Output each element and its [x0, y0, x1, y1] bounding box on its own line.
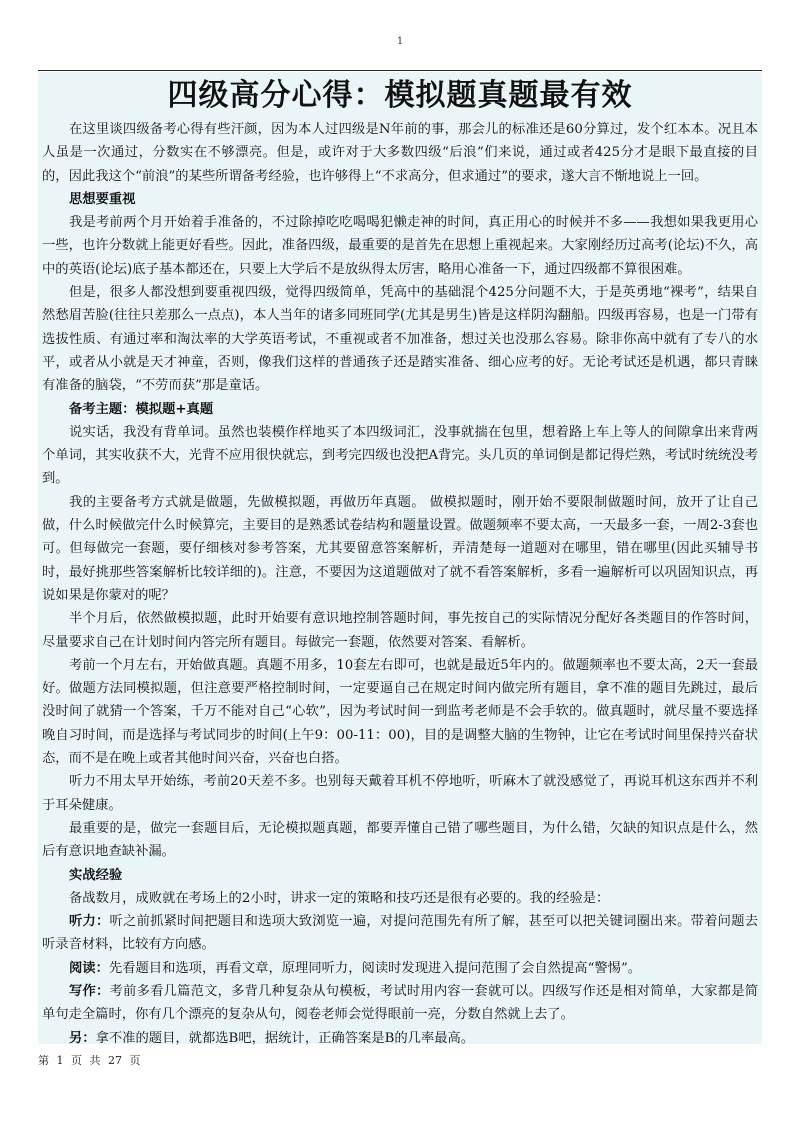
tip-other	[42, 1027, 758, 1050]
footer-total-pages: 27	[108, 1054, 122, 1067]
paragraph: 但是，很多人都没想到要重视四级，觉得四级简单，凭高中的基础混个425分问题不大，于是英勇地“裸考”，结果自然愁眉苦脸(往往只差那么一点点)，本人当年的诸多同班同学(尤其是男生)皆是这样阴沟翻船。四级再容易，也是一门带有选拔性质、有通过率和淘汰率的大学英语考试，不重视或者不加准备，想过关也没那么容易。除非你高中就有了专八的水平，或者从小就是天才神童，否则，像我们这样的普通孩子还是踏实准备、细心应考的好。无论考试还是机遇，都只青睐有准备的脑袋，“不劳而获”那是童话。	[42, 285, 758, 394]
tip-label: 阅读：	[69, 960, 109, 976]
tip-text: 考前多看几篇范文，多背几种复杂从句模板，考试时用内容一套就可以。四级写作还是相对简单，大家都是简单句走全篇时，你有几个漂亮的复杂从句，阅卷老师会觉得眼前一亮，分数自然就上去了。	[42, 983, 759, 1023]
paragraph: 我的主要备考方式就是做题，先做模拟题，再做历年真题。 做模拟题时，刚开始不要限制做题时间，放开了让自己做，什么时候做完什么时候算完，主要目的是熟悉试卷结构和题量设置。做题频率不要太高，一天最多一套，一周2-3套也可。但每做完一套题，要仔细核对参考答案，尤其要留意答案解析，弄清楚每一道题对在哪里，错在哪里(因此买辅导书时，最好挑那些答案解析比较详细的)。注意，不要因为这道题做对了就不看答案解析，多看一遍解析可以巩固知识点，再说如果是你蒙对的呢？	[42, 494, 758, 603]
page-footer	[38, 1052, 145, 1068]
paragraph: 说实话，我没有背单词。虽然也装模作样地买了本四级词汇，没事就揣在包里，想着路上车上等人的间隙拿出来背两个单词，其实收获不大，光背不应用很快就忘，到考完四级也没把A背完。头几页的单词倒是都记得烂熟，考试时统统没考到。	[42, 424, 758, 487]
tip-label: 写作：	[69, 983, 110, 999]
tip-listening	[42, 910, 758, 957]
paragraph: 考前一个月左右，开始做真题。真题不用多，10套左右即可，也就是最近5年内的。做题频率也不要太高，2天一套最好。做题方法同模拟题，但注意要严格控制时间，一定要逼自己在规定时间内做完所有题目，拿不准的题目先跳过，最后没时间了就猜一个答案，千万不能对自己“心软”，因为考试时间一到监考老师是不会手软的。做真题时，就尽量不要选择晚自习时间，而是选择与考试同步的时间(上午9：00-11：00)，目的是调整大脑的生物钟，让它在考试时间里保持兴奋状态，而不是在晚上或者其他时间兴奋，兴奋也白搭。	[42, 657, 758, 767]
paragraph: 我是考前两个月开始着手准备的，不过除掉吃吃喝喝犯懒走神的时间，真正用心的时候并不多——我想如果我更用心一些，也许分数就上能更好看些。因此，准备四级，最重要的是首先在思想上重视起来。大家刚经历过高考(论坛)不久，高中的英语(论坛)底子基本都还在，只要上大学后不是放纵得太厉害，略用心准备一下，通过四级都不算很困难。	[42, 215, 758, 277]
paragraph: 听力不用太早开始练，考前20天差不多。也别每天戴着耳机不停地听，听麻木了就没感觉了，再说耳机这东西并不利于耳朵健康。	[42, 774, 758, 813]
header-rule	[38, 70, 762, 71]
tip-writing	[42, 980, 758, 1027]
footer-ye: 页	[129, 1054, 141, 1067]
paragraph: 半个月后，依然做模拟题，此时开始要有意识地控制答题时间，事先按自己的实际情况分配好各类题目的作答时间，尽量要求自己在计划时间内答完所有题目。每做完一套题，依然要对答案、看解析。	[42, 611, 758, 650]
footer-ye: 页	[71, 1054, 82, 1067]
section-heading-prep-theme: 备考主题：模拟题+真题	[69, 401, 214, 417]
tip-text: 拿不准的题目，就都选B吧，据统计，正确答案是B的几率最高。	[95, 1030, 475, 1046]
footer-di: 第	[38, 1054, 49, 1067]
paragraph: 备战数月，成败就在考场上的2小时，讲求一定的策略和技巧还是很有必要的。我的经验是：	[69, 890, 610, 906]
paragraph: 最重要的是，做完一套题目后，无论模拟题真题，都要弄懂自己错了哪些题目，为什么错，欠缺的知识点是什么，然后有意识地查缺补漏。	[42, 820, 758, 860]
page-number-top: 1	[396, 36, 404, 47]
tip-reading	[42, 957, 758, 980]
tip-text: 先看题目和选项，再看文章，原理同听力，阅读时发现进入提问范围了会自然提高“警惕”。	[108, 960, 642, 976]
tip-label: 听力：	[69, 914, 110, 930]
footer-gong: 共	[89, 1054, 101, 1067]
intro-paragraph: 在这里谈四级备考心得有些汗颜，因为本人过四级是N年前的事，那会儿的标准还是60分算过，发个红本本。况且本人虽是一次通过，分数实在不够漂亮。但是，或许对于大多数四级“后浪”们来说，通过或者425分才是眼下最直接的目的，因此我这个“前浪”的某些所谓备考经验，也许够得上“不求高分，但求通过”的要求，遂大言不惭地说上一回。	[42, 122, 758, 184]
footer-page-number: 1	[56, 1054, 64, 1067]
tip-text: 听之前抓紧时间把题目和选项大致浏览一遍，对提问范围先有所了解，甚至可以把关键词圈出来。带着问题去听录音材料，比较有方向感。	[42, 914, 759, 953]
document-title: 四级高分心得：模拟题真题最有效	[167, 78, 633, 113]
section-heading-practical-experience: 实战经验	[69, 867, 123, 883]
section-heading-mindset: 思想要重视	[69, 191, 136, 207]
document-body	[38, 72, 762, 1044]
tip-label: 另：	[69, 1030, 96, 1046]
